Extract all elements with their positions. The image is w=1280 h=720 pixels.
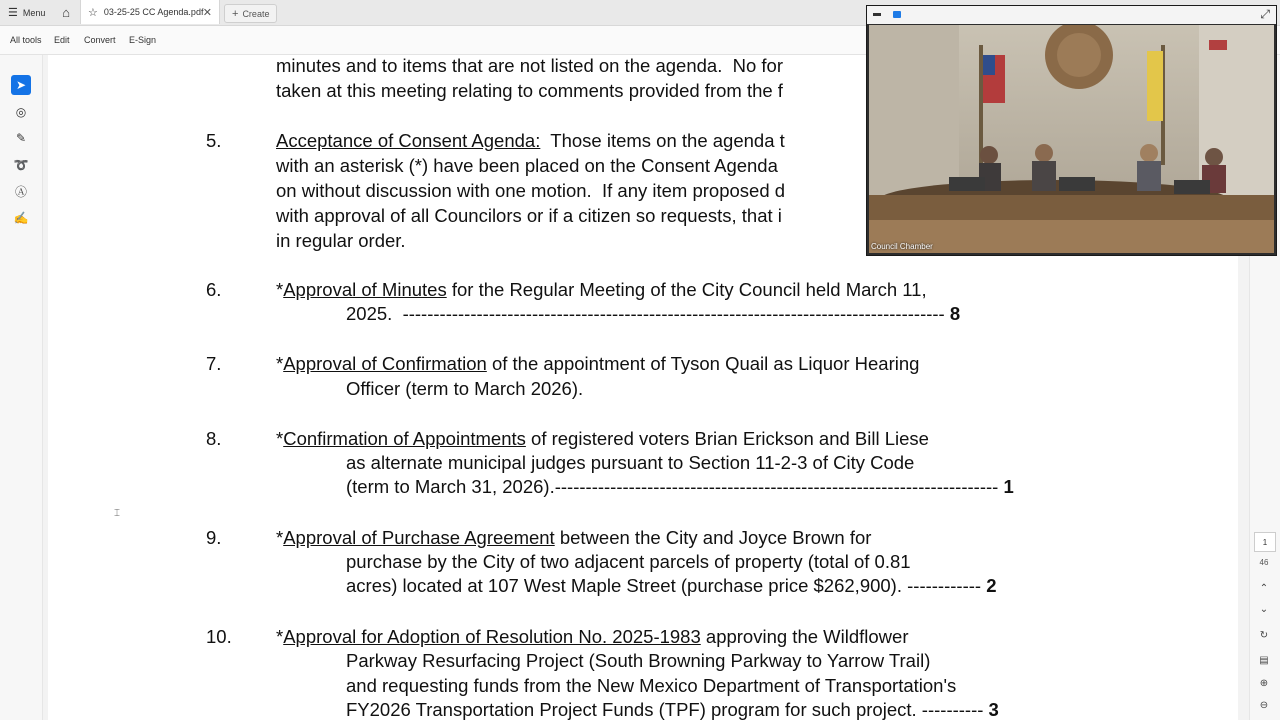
agenda-item-heading: Approval of Purchase Agreement (283, 527, 555, 548)
left-tool-rail (0, 55, 43, 720)
agenda-item-number: 9. (206, 527, 222, 548)
agenda-item-title-line (276, 279, 927, 301)
agenda-item-number: 6. (206, 279, 222, 300)
packet-page-number: 2 (986, 575, 997, 596)
agenda-item-line (346, 675, 956, 697)
page-thumbnail-icon[interactable]: ▤ (1259, 655, 1269, 666)
agenda-line-text: with an asterisk (*) have been placed on the Consent Agenda (276, 155, 778, 176)
asterisk-marker: * (276, 353, 284, 374)
asterisk-marker: * (276, 428, 284, 449)
agenda-item-heading: Approval of Confirmation (283, 353, 487, 374)
video-status-icon (893, 11, 901, 18)
agenda-item-line (346, 650, 930, 672)
menu-label: Menu (22, 7, 46, 18)
agenda-line-text: 2025. (346, 303, 403, 324)
page-up-icon[interactable]: ⌃ (1259, 583, 1269, 594)
home-icon: ⌂ (62, 5, 70, 20)
agenda-line-text: on without discussion with one motion. If any item proposed d (276, 180, 786, 201)
zoom-in-icon[interactable]: ⊕ (1259, 678, 1269, 689)
agenda-item-heading: Acceptance of Consent Agenda: (276, 130, 541, 151)
total-pages: 46 (1259, 558, 1269, 567)
agenda-item-heading-rest: of registered voters Brian Erickson and Bill Liese (525, 428, 929, 449)
agenda-item-title-line (276, 527, 871, 549)
plus-icon: + (232, 7, 239, 20)
agenda-item-title-line (276, 130, 785, 152)
agenda-line-text: in regular order. (276, 230, 406, 251)
rotate-icon[interactable]: ↻ (1259, 630, 1269, 641)
star-icon[interactable]: ☆ (88, 6, 98, 19)
video-title-bar (867, 6, 1276, 24)
agenda-line (276, 55, 783, 77)
packet-page-number: 3 (988, 699, 999, 720)
agenda-item-line (346, 551, 911, 573)
comment-icon[interactable]: ◎ (15, 105, 27, 119)
asterisk-marker: * (276, 527, 284, 548)
draw-icon[interactable]: ✎ (15, 131, 27, 145)
packet-page-number: 1 (1003, 476, 1014, 497)
video-overlay[interactable] (866, 5, 1277, 256)
close-tab-icon[interactable]: ✕ (202, 6, 212, 19)
leader-dashes: ---------- (921, 699, 989, 720)
agenda-item-heading: Confirmation of Appointments (283, 428, 526, 449)
minimize-icon[interactable] (873, 13, 881, 16)
agenda-item-number: 7. (206, 353, 222, 374)
leader-dashes: ---------------------------------------------------------------------------------------- (402, 303, 950, 324)
current-page-field[interactable]: 1 (1254, 532, 1276, 552)
agenda-line-text: taken at this meeting relating to comments provided from the f (276, 80, 783, 101)
agenda-line-text: with approval of all Councilors or if a citizen so requests, that i (276, 205, 782, 226)
create-button[interactable] (224, 4, 277, 23)
agenda-item-line (346, 378, 583, 400)
agenda-item-number: 8. (206, 428, 222, 449)
agenda-line-text: acres) located at 107 West Maple Street (purchase price $262,900). (346, 575, 908, 596)
agenda-item-number: 10. (206, 626, 232, 647)
agenda-item-line (346, 452, 914, 474)
council-chamber-video-frame (869, 25, 1274, 253)
agenda-item-heading-rest: between the City and Joyce Brown for (554, 527, 872, 548)
agenda-item-line (276, 230, 406, 252)
agenda-line (276, 80, 783, 102)
hamburger-icon: ☰ (8, 7, 18, 19)
lasso-icon[interactable]: ➰ (13, 158, 29, 172)
document-tab[interactable] (80, 0, 220, 24)
convert-button[interactable]: Convert (84, 35, 116, 45)
agenda-line-text: as alternate municipal judges pursuant to Section 11-2-3 of City Code (346, 452, 915, 473)
agenda-line-text: purchase by the City of two adjacent parcels of property (total of 0.81 (346, 551, 911, 572)
agenda-item-heading-rest: for the Regular Meeting of the City Council held March 11, (446, 279, 927, 300)
all-tools-button[interactable]: All tools (10, 35, 42, 45)
agenda-item-title-line (276, 353, 919, 375)
text-recognition-icon[interactable]: Ⓐ (14, 184, 27, 199)
asterisk-marker: * (276, 626, 284, 647)
create-label: Create (242, 8, 270, 19)
signature-icon[interactable]: ✍ (13, 211, 29, 225)
zoom-out-icon[interactable]: ⊖ (1259, 700, 1269, 711)
expand-icon[interactable]: ⤢ (1260, 7, 1270, 21)
agenda-item-line (346, 575, 997, 597)
agenda-item-line (346, 303, 960, 325)
leader-dashes: ------------ (907, 575, 987, 596)
esign-button[interactable]: E-Sign (129, 35, 157, 45)
agenda-item-line (346, 699, 999, 720)
asterisk-marker: * (276, 279, 284, 300)
text-cursor-icon: ⌶ (114, 508, 120, 519)
edit-button[interactable]: Edit (54, 35, 70, 45)
packet-page-number: 8 (949, 303, 961, 324)
agenda-item-line (346, 476, 1014, 498)
agenda-line-text: minutes and to items that are not listed on the agenda. No for (276, 55, 783, 76)
document-tab-title: 03-25-25 CC Agenda.pdf (103, 7, 204, 17)
menu-button[interactable] (8, 0, 45, 25)
agenda-item-heading: Approval of Minutes (283, 279, 447, 300)
agenda-item-number: 5. (206, 130, 222, 151)
agenda-item-title-line (276, 626, 908, 648)
leader-dashes: ------------------------------------------------------------------------ (554, 476, 1004, 497)
agenda-item-line (276, 205, 782, 227)
video-caption: Council Chamber (871, 242, 933, 251)
agenda-line-text: (term to March 31, 2026). (346, 476, 555, 497)
agenda-item-heading-rest: of the appointment of Tyson Quail as Liquor Hearing (486, 353, 920, 374)
agenda-item-heading-rest: Those items on the agenda t (540, 130, 785, 151)
agenda-line-text: Parkway Resurfacing Project (South Browning Parkway to Yarrow Trail) (346, 650, 931, 671)
agenda-item-line (276, 180, 785, 202)
agenda-line-text: FY2026 Transportation Project Funds (TPF) program for such project. (346, 699, 922, 720)
agenda-item-title-line (276, 428, 929, 450)
agenda-item-line (276, 155, 778, 177)
agenda-line-text: and requesting funds from the New Mexico Department of Transportation's (346, 675, 957, 696)
select-icon[interactable]: ➤ (11, 75, 31, 95)
agenda-item-heading: Approval for Adoption of Resolution No. 2025-1983 (283, 626, 701, 647)
page-down-icon[interactable]: ⌄ (1259, 604, 1269, 615)
agenda-item-heading-rest: approving the Wildflower (700, 626, 909, 647)
home-button[interactable] (58, 0, 74, 25)
agenda-line-text: Officer (term to March 2026). (346, 378, 584, 399)
